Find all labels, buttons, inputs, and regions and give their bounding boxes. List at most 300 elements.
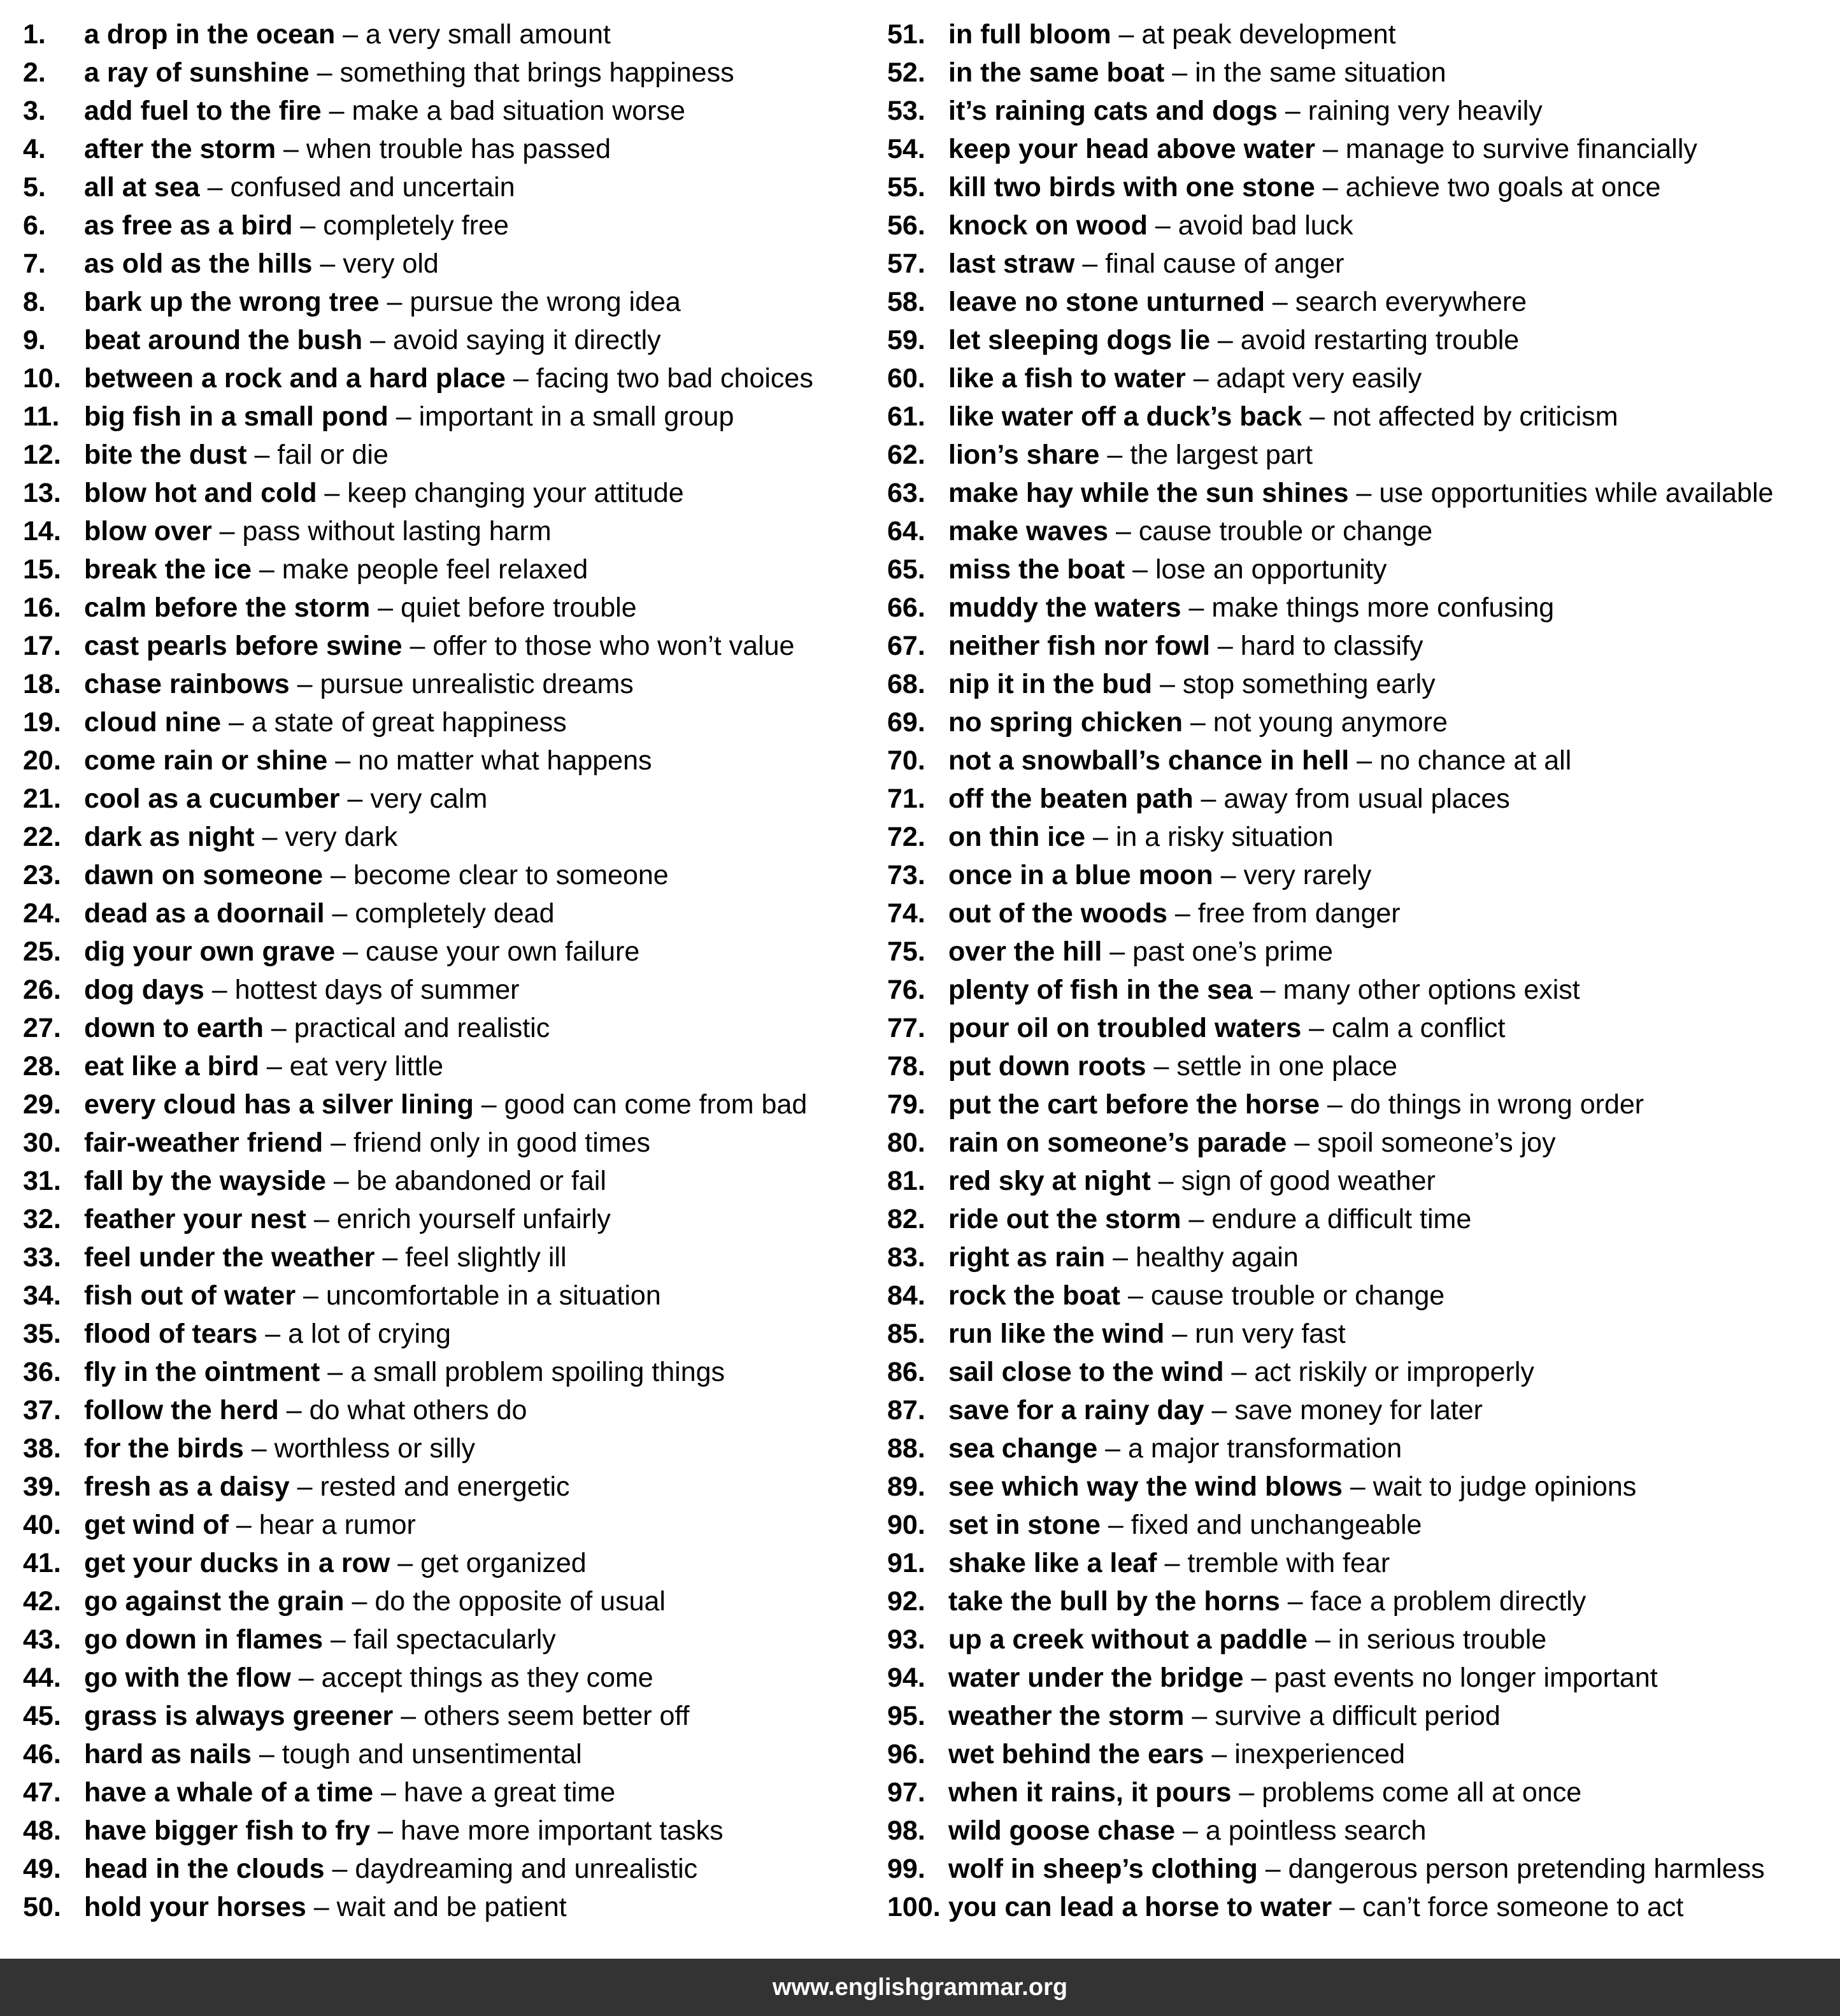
- list-item: [887, 321, 1830, 359]
- idiom-meaning: do things in wrong order: [1350, 1089, 1644, 1120]
- idiom-meaning: stop something early: [1182, 669, 1436, 699]
- list-item: [887, 15, 1830, 54]
- idiom-phrase: rain on someone’s parade: [948, 1127, 1287, 1158]
- separator-dash: –: [1307, 1624, 1338, 1655]
- separator-dash: –: [263, 1013, 294, 1043]
- idiom-phrase: a ray of sunshine: [84, 57, 310, 88]
- list-item: [887, 933, 1830, 971]
- list-item: [887, 703, 1830, 741]
- idiom-phrase: put the cart before the horse: [948, 1089, 1320, 1120]
- idiom-phrase: shake like a leaf: [948, 1548, 1157, 1578]
- idiom-phrase: follow the herd: [84, 1395, 279, 1426]
- idiom-meaning: a major transformation: [1128, 1433, 1402, 1464]
- list-item: [23, 92, 870, 130]
- idiom-meaning: sign of good weather: [1181, 1166, 1436, 1196]
- idiom-meaning: no matter what happens: [358, 745, 652, 776]
- idiom-meaning: do the opposite of usual: [374, 1586, 666, 1617]
- item-number: 93.: [887, 1624, 925, 1655]
- item-number: 78.: [887, 1051, 925, 1082]
- list-item: [23, 856, 870, 894]
- item-number: 67.: [887, 631, 925, 661]
- separator-dash: –: [320, 1357, 351, 1387]
- list-item: [887, 1850, 1830, 1888]
- list-item: [887, 130, 1830, 168]
- idiom-phrase: fall by the wayside: [84, 1166, 326, 1196]
- idiom-meaning: get organized: [420, 1548, 587, 1578]
- item-number: 69.: [887, 707, 925, 738]
- separator-dash: –: [339, 783, 371, 814]
- idiom-phrase: save for a rainy day: [948, 1395, 1204, 1426]
- item-number: 86.: [887, 1357, 925, 1387]
- idiom-phrase: have bigger fish to fry: [84, 1815, 371, 1846]
- separator-dash: –: [473, 1089, 504, 1120]
- separator-dash: –: [292, 210, 324, 241]
- list-item: [887, 1391, 1830, 1429]
- separator-dash: –: [246, 440, 278, 470]
- idiom-meaning: tremble with fear: [1187, 1548, 1390, 1578]
- list-item: [887, 512, 1830, 550]
- item-number: 84.: [887, 1280, 925, 1311]
- separator-dash: –: [1125, 554, 1155, 585]
- idiom-phrase: hold your horses: [84, 1892, 306, 1922]
- item-number: 61.: [887, 401, 925, 432]
- idiom-meaning: save money for later: [1234, 1395, 1483, 1426]
- idiom-meaning: raining very heavily: [1308, 96, 1543, 126]
- item-number: 9.: [23, 325, 46, 355]
- idiom-meaning: have more important tasks: [401, 1815, 724, 1846]
- list-item: [887, 1238, 1830, 1276]
- list-item: [887, 1773, 1830, 1812]
- list-item: [887, 1429, 1830, 1468]
- item-number: 74.: [887, 898, 925, 929]
- separator-dash: –: [1164, 1319, 1195, 1349]
- item-number: 66.: [887, 592, 925, 623]
- item-number: 63.: [887, 478, 925, 508]
- idiom-phrase: dog days: [84, 975, 204, 1005]
- idiom-meaning: run very fast: [1195, 1319, 1346, 1349]
- idiom-phrase: pour oil on troubled waters: [948, 1013, 1302, 1043]
- idiom-phrase: you can lead a horse to water: [948, 1892, 1332, 1922]
- separator-dash: –: [1209, 631, 1241, 661]
- separator-dash: –: [1252, 975, 1283, 1005]
- separator-dash: –: [1315, 134, 1346, 164]
- idiom-phrase: down to earth: [84, 1013, 264, 1043]
- separator-dash: –: [1175, 1815, 1206, 1846]
- item-number: 43.: [23, 1624, 61, 1655]
- item-number: 45.: [23, 1701, 61, 1731]
- item-number: 30.: [23, 1127, 61, 1158]
- idiom-phrase: once in a blue moon: [948, 860, 1213, 890]
- item-number: 50.: [23, 1892, 61, 1922]
- idiom-meaning: have a great time: [403, 1777, 616, 1808]
- idiom-meaning: fail or die: [277, 440, 389, 470]
- list-item: [23, 397, 870, 436]
- separator-dash: –: [254, 822, 285, 852]
- item-number: 76.: [887, 975, 925, 1005]
- list-item: [887, 92, 1830, 130]
- item-number: 12.: [23, 440, 61, 470]
- list-item: [23, 1773, 870, 1812]
- idiom-meaning: offer to those who won’t value: [432, 631, 795, 661]
- list-item: [887, 856, 1830, 894]
- idiom-phrase: hard as nails: [84, 1739, 252, 1769]
- idiom-phrase: wet behind the ears: [948, 1739, 1204, 1769]
- left-column: [23, 15, 870, 1926]
- idiom-phrase: when it rains, it pours: [948, 1777, 1232, 1808]
- idiom-meaning: others seem better off: [424, 1701, 690, 1731]
- item-number: 65.: [887, 554, 925, 585]
- idiom-phrase: go with the flow: [84, 1662, 291, 1693]
- list-item: [887, 1544, 1830, 1582]
- idiom-meaning: survive a difficult period: [1215, 1701, 1501, 1731]
- idiom-meaning: endure a difficult time: [1211, 1204, 1472, 1234]
- idiom-meaning: adapt very easily: [1216, 363, 1422, 394]
- list-item: [23, 1276, 870, 1315]
- idiom-phrase: dark as night: [84, 822, 255, 852]
- separator-dash: –: [1181, 1204, 1212, 1234]
- idiom-meaning: quiet before trouble: [401, 592, 637, 623]
- separator-dash: –: [257, 1319, 289, 1349]
- list-item: [887, 283, 1830, 321]
- separator-dash: –: [374, 1242, 406, 1273]
- idiom-meaning: spoil someone’s joy: [1317, 1127, 1556, 1158]
- idiom-phrase: feather your nest: [84, 1204, 306, 1234]
- list-item: [23, 1659, 870, 1697]
- separator-dash: –: [1150, 1166, 1181, 1196]
- list-item: [23, 703, 870, 741]
- idiom-phrase: miss the boat: [948, 554, 1125, 585]
- footer-url[interactable]: www.englishgrammar.org: [772, 1974, 1068, 2001]
- idiom-meaning: rested and energetic: [320, 1471, 570, 1502]
- idiom-meaning: cause your own failure: [366, 936, 640, 967]
- list-item: [887, 1620, 1830, 1659]
- idiom-phrase: neither fish nor fowl: [948, 631, 1210, 661]
- item-number: 2.: [23, 57, 46, 88]
- idiom-meaning: do what others do: [309, 1395, 527, 1426]
- idiom-meaning: hear a rumor: [259, 1510, 416, 1540]
- idiom-phrase: go down in flames: [84, 1624, 324, 1655]
- list-item: [23, 1582, 870, 1620]
- list-item: [23, 1620, 870, 1659]
- separator-dash: –: [1120, 1280, 1151, 1311]
- item-number: 97.: [887, 1777, 925, 1808]
- list-item: [23, 321, 870, 359]
- item-number: 42.: [23, 1586, 61, 1617]
- idiom-meaning: friend only in good times: [353, 1127, 651, 1158]
- item-number: 54.: [887, 134, 925, 164]
- idiom-phrase: weather the storm: [948, 1701, 1185, 1731]
- list-item: [23, 1391, 870, 1429]
- separator-dash: –: [323, 1624, 353, 1655]
- item-number: 31.: [23, 1166, 61, 1196]
- idiom-phrase: bark up the wrong tree: [84, 287, 380, 317]
- list-item: [23, 1238, 870, 1276]
- list-item: [23, 130, 870, 168]
- idiom-meaning: a pointless search: [1205, 1815, 1427, 1846]
- idiom-meaning: fail spectacularly: [353, 1624, 556, 1655]
- idiom-phrase: flood of tears: [84, 1319, 258, 1349]
- separator-dash: –: [1204, 1739, 1235, 1769]
- list-item: [887, 54, 1830, 92]
- list-item: [23, 512, 870, 550]
- item-number: 56.: [887, 210, 925, 241]
- idiom-phrase: between a rock and a hard place: [84, 363, 506, 394]
- idiom-meaning: very dark: [285, 822, 398, 852]
- separator-dash: –: [1097, 1433, 1129, 1464]
- list-item: [23, 54, 870, 92]
- idiom-phrase: like water off a duck’s back: [948, 401, 1302, 432]
- item-number: 94.: [887, 1662, 925, 1693]
- item-number: 57.: [887, 248, 925, 279]
- list-item: [887, 894, 1830, 933]
- list-item: [887, 1162, 1830, 1200]
- separator-dash: –: [251, 1739, 282, 1769]
- item-number: 47.: [23, 1777, 61, 1808]
- item-number: 40.: [23, 1510, 61, 1540]
- list-item: [23, 283, 870, 321]
- item-number: 77.: [887, 1013, 925, 1043]
- separator-dash: –: [1147, 210, 1178, 241]
- item-number: 44.: [23, 1662, 61, 1693]
- list-item: [887, 1047, 1830, 1085]
- list-item: [23, 359, 870, 397]
- separator-dash: –: [278, 1395, 310, 1426]
- idiom-phrase: get your ducks in a row: [84, 1548, 390, 1578]
- idiom-meaning: inexperienced: [1234, 1739, 1405, 1769]
- idiom-phrase: water under the bridge: [948, 1662, 1244, 1693]
- item-number: 49.: [23, 1854, 61, 1884]
- item-number: 88.: [887, 1433, 925, 1464]
- idiom-meaning: in serious trouble: [1337, 1624, 1547, 1655]
- list-item: [887, 1353, 1830, 1391]
- idiom-phrase: make waves: [948, 516, 1109, 547]
- item-number: 51.: [887, 19, 925, 50]
- separator-dash: –: [1231, 1777, 1262, 1808]
- item-number: 72.: [887, 822, 925, 852]
- idiom-meaning: use opportunities while available: [1379, 478, 1774, 508]
- list-item: [23, 245, 870, 283]
- separator-dash: –: [362, 325, 393, 355]
- site-footer: [0, 1959, 1840, 2016]
- list-item: [887, 1735, 1830, 1773]
- item-number: 58.: [887, 287, 925, 317]
- right-column: [887, 15, 1830, 1926]
- idiom-phrase: head in the clouds: [84, 1854, 325, 1884]
- list-item: [23, 1812, 870, 1850]
- item-number: 79.: [887, 1089, 925, 1120]
- separator-dash: –: [1315, 172, 1346, 203]
- list-item: [887, 1659, 1830, 1697]
- item-number: 80.: [887, 1127, 925, 1158]
- idiom-phrase: nip it in the bud: [948, 669, 1153, 699]
- list-item: [23, 168, 870, 206]
- idiom-phrase: off the beaten path: [948, 783, 1194, 814]
- list-item: [23, 1353, 870, 1391]
- separator-dash: –: [259, 1051, 290, 1082]
- idiom-meaning: face a problem directly: [1310, 1586, 1587, 1617]
- item-number: 68.: [887, 669, 925, 699]
- idiom-phrase: right as rain: [948, 1242, 1106, 1273]
- list-item: [23, 1850, 870, 1888]
- idiom-meaning: feel slightly ill: [405, 1242, 567, 1273]
- idiom-phrase: over the hill: [948, 936, 1102, 967]
- separator-dash: –: [251, 554, 282, 585]
- separator-dash: –: [204, 975, 235, 1005]
- idiom-meaning: eat very little: [289, 1051, 444, 1082]
- item-number: 96.: [887, 1739, 925, 1769]
- item-number: 10.: [23, 363, 61, 394]
- separator-dash: –: [1164, 57, 1195, 88]
- separator-dash: –: [1100, 1510, 1131, 1540]
- idiom-meaning: free from danger: [1197, 898, 1401, 929]
- idiom-phrase: ride out the storm: [948, 1204, 1181, 1234]
- idiom-phrase: see which way the wind blows: [948, 1471, 1343, 1502]
- idiom-phrase: in full bloom: [948, 19, 1111, 50]
- idiom-meaning: keep changing your attitude: [347, 478, 684, 508]
- item-number: 8.: [23, 287, 46, 317]
- item-number: 24.: [23, 898, 61, 929]
- idiom-phrase: sea change: [948, 1433, 1098, 1464]
- idiom-phrase: leave no stone unturned: [948, 287, 1265, 317]
- list-item: [887, 1276, 1830, 1315]
- idiom-meaning: avoid bad luck: [1178, 210, 1353, 241]
- item-number: 14.: [23, 516, 61, 547]
- idiom-phrase: feel under the weather: [84, 1242, 375, 1273]
- idiom-meaning: cause trouble or change: [1150, 1280, 1445, 1311]
- item-number: 87.: [887, 1395, 925, 1426]
- separator-dash: –: [388, 401, 419, 432]
- list-item: [23, 15, 870, 54]
- separator-dash: –: [390, 1548, 421, 1578]
- idiom-phrase: knock on wood: [948, 210, 1148, 241]
- idiom-meaning: a very small amount: [366, 19, 611, 50]
- item-number: 53.: [887, 96, 925, 126]
- item-number: 55.: [887, 172, 925, 203]
- separator-dash: –: [309, 57, 340, 88]
- list-item: [23, 474, 870, 512]
- list-item: [23, 1888, 870, 1926]
- list-item: [887, 359, 1830, 397]
- item-number: 26.: [23, 975, 61, 1005]
- idiom-phrase: wild goose chase: [948, 1815, 1176, 1846]
- separator-dash: –: [325, 1166, 357, 1196]
- separator-dash: –: [1184, 1701, 1215, 1731]
- idiom-phrase: put down roots: [948, 1051, 1146, 1082]
- idiom-meaning: become clear to someone: [353, 860, 669, 890]
- idiom-phrase: take the bull by the horns: [948, 1586, 1280, 1617]
- idiom-list: [0, 15, 1840, 1939]
- separator-dash: –: [1213, 860, 1244, 890]
- idiom-meaning: lose an opportunity: [1155, 554, 1387, 585]
- idiom-phrase: not a snowball’s chance in hell: [948, 745, 1350, 776]
- idiom-phrase: fish out of water: [84, 1280, 296, 1311]
- idiom-meaning: make a bad situation worse: [352, 96, 685, 126]
- separator-dash: –: [1185, 363, 1216, 394]
- separator-dash: –: [306, 1204, 337, 1234]
- separator-dash: –: [211, 516, 243, 547]
- idiom-meaning: wait and be patient: [336, 1892, 567, 1922]
- separator-dash: –: [344, 1586, 375, 1617]
- list-item: [887, 168, 1830, 206]
- separator-dash: –: [1342, 1471, 1373, 1502]
- idiom-meaning: fixed and unchangeable: [1130, 1510, 1422, 1540]
- list-item: [23, 436, 870, 474]
- separator-dash: –: [324, 1854, 355, 1884]
- idiom-phrase: eat like a bird: [84, 1051, 259, 1082]
- separator-dash: –: [323, 860, 353, 890]
- list-item: [23, 1468, 870, 1506]
- item-number: 85.: [887, 1319, 925, 1349]
- idiom-phrase: calm before the storm: [84, 592, 371, 623]
- item-number: 16.: [23, 592, 61, 623]
- item-number: 71.: [887, 783, 925, 814]
- list-item: [23, 550, 870, 589]
- separator-dash: –: [1243, 1662, 1274, 1693]
- item-number: 25.: [23, 936, 61, 967]
- separator-dash: –: [199, 172, 231, 203]
- list-item: [23, 589, 870, 627]
- item-number: 59.: [887, 325, 925, 355]
- idiom-meaning: worthless or silly: [274, 1433, 476, 1464]
- list-item: [887, 971, 1830, 1009]
- idiom-phrase: it’s raining cats and dogs: [948, 96, 1278, 126]
- list-item: [887, 818, 1830, 856]
- idiom-meaning: the largest part: [1130, 440, 1313, 470]
- separator-dash: –: [296, 1280, 326, 1311]
- separator-dash: –: [1102, 936, 1133, 967]
- item-number: 7.: [23, 248, 46, 279]
- item-number: 32.: [23, 1204, 61, 1234]
- item-number: 28.: [23, 1051, 61, 1082]
- idiom-meaning: uncomfortable in a situation: [325, 1280, 661, 1311]
- separator-dash: –: [1085, 822, 1116, 852]
- separator-dash: –: [1287, 1127, 1318, 1158]
- list-item: [887, 741, 1830, 780]
- idiom-meaning: confused and uncertain: [230, 172, 515, 203]
- list-item: [23, 1697, 870, 1735]
- list-item: [23, 1735, 870, 1773]
- idiom-phrase: run like the wind: [948, 1319, 1165, 1349]
- item-number: 1.: [23, 19, 46, 50]
- item-number: 22.: [23, 822, 61, 852]
- idiom-meaning: achieve two goals at once: [1345, 172, 1661, 203]
- idiom-phrase: cool as a cucumber: [84, 783, 340, 814]
- list-item: [887, 1124, 1830, 1162]
- item-number: 95.: [887, 1701, 925, 1731]
- list-item: [887, 1582, 1830, 1620]
- idiom-meaning: make things more confusing: [1211, 592, 1555, 623]
- idiom-phrase: dead as a doornail: [84, 898, 325, 929]
- list-item: [887, 474, 1830, 512]
- idiom-meaning: in a risky situation: [1115, 822, 1334, 852]
- item-number: 70.: [887, 745, 925, 776]
- separator-dash: –: [1099, 440, 1130, 470]
- list-item: [887, 1315, 1830, 1353]
- item-number: 27.: [23, 1013, 61, 1043]
- item-number: 5.: [23, 172, 46, 203]
- separator-dash: –: [289, 1471, 320, 1502]
- item-number: 90.: [887, 1510, 925, 1540]
- list-item: [23, 971, 870, 1009]
- item-number: 21.: [23, 783, 61, 814]
- idiom-meaning: in the same situation: [1195, 57, 1446, 88]
- idiom-phrase: out of the woods: [948, 898, 1167, 929]
- idiom-meaning: facing two bad choices: [536, 363, 813, 394]
- idiom-meaning: hard to classify: [1240, 631, 1423, 661]
- separator-dash: –: [321, 96, 352, 126]
- list-item: [23, 780, 870, 818]
- idiom-phrase: go against the grain: [84, 1586, 345, 1617]
